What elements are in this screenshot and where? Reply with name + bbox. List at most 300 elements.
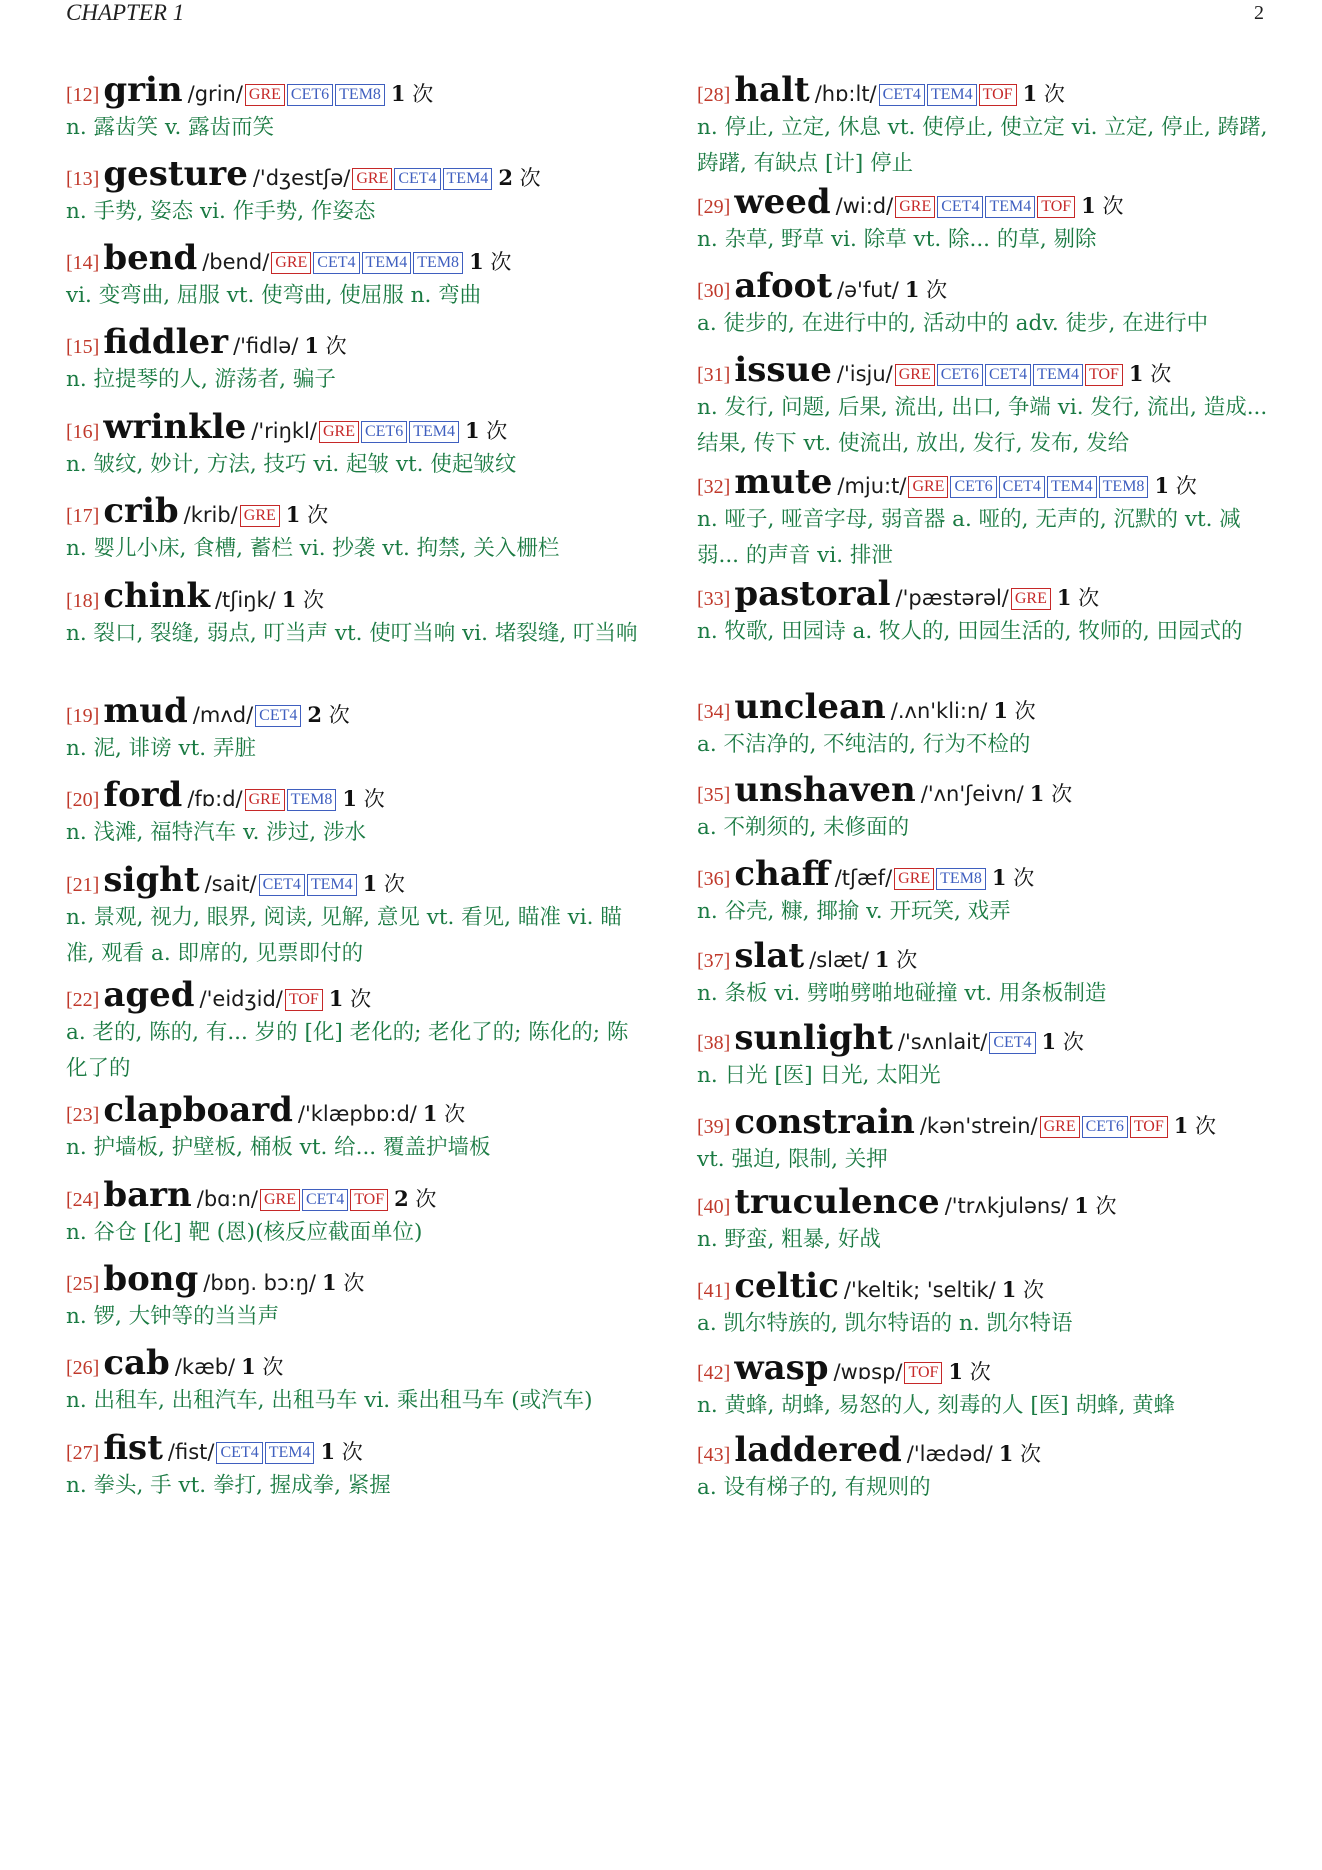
frequency-number: 1: [304, 333, 319, 358]
exam-tag-cet4: CET4: [985, 364, 1031, 386]
frequency-number: 2: [498, 165, 513, 190]
vocab-entry: [66, 691, 646, 767]
entry-head: [66, 322, 646, 362]
exam-tag-tof: TOF: [350, 1189, 388, 1211]
entry-index: [23]: [66, 1104, 100, 1126]
entry-head: [697, 1182, 1277, 1222]
vocab-entry: [697, 936, 1277, 1012]
entry-index: [21]: [66, 874, 100, 896]
vocab-entry: [66, 70, 646, 146]
definition: n. 发行, 问题, 后果, 流出, 出口, 争端 vi. 发行, 流出, 造成... 结果, 传下 vt. 使流出, 放出, 发行, 发布, 发给: [697, 395, 1268, 456]
vocab-entry: [66, 1428, 646, 1504]
headword: fist: [103, 1428, 163, 1468]
exam-tag-gre: GRE: [895, 196, 935, 218]
vocab-entry: [66, 1343, 646, 1419]
exam-tag-gre: GRE: [895, 364, 935, 386]
exam-tags: [892, 870, 986, 889]
frequency-number: 1: [390, 81, 406, 106]
exam-tag-tof: TOF: [1085, 364, 1123, 386]
frequency-number: 1: [320, 1439, 336, 1464]
exam-tags: [257, 876, 357, 895]
frequency-number: 1: [1022, 81, 1038, 106]
entry-head: [697, 854, 1277, 894]
frequency-count: [342, 787, 384, 811]
frequency-count: [322, 1271, 364, 1295]
phonetic: /mʌd/: [192, 703, 254, 727]
frequency-count: [992, 866, 1034, 890]
frequency-number: 1: [874, 947, 890, 972]
vocab-entry: [66, 775, 646, 851]
exam-tag-tem8: TEM8: [936, 868, 986, 890]
vocab-entry: [697, 687, 1277, 763]
definition: n. 手势, 姿态 vi. 作手势, 作姿态: [66, 199, 376, 224]
phonetic: /'eidʒid/: [199, 987, 283, 1011]
exam-tag-tem8: TEM8: [287, 789, 337, 811]
exam-tag-tem4: TEM4: [985, 196, 1035, 218]
frequency-unit: 次: [1095, 194, 1124, 218]
headword: gesture: [103, 154, 248, 194]
exam-tags: [243, 86, 385, 105]
exam-tag-gre: GRE: [908, 476, 948, 498]
frequency-count: [1154, 474, 1196, 498]
frequency-count: [394, 1187, 436, 1211]
exam-tags: [283, 991, 323, 1010]
headword: grin: [103, 70, 183, 110]
exam-tags: [243, 791, 337, 810]
exam-tag-cet4: CET4: [302, 1189, 348, 1211]
entry-head: [66, 1259, 646, 1299]
definition: n. 泥, 诽谤 vt. 弄脏: [66, 736, 256, 761]
exam-tag-tof: TOF: [1037, 196, 1075, 218]
vocab-entry: [66, 407, 646, 483]
definition: n. 黄蜂, 胡蜂, 易怒的人, 刻毒的人 [医] 胡蜂, 黄蜂: [697, 1393, 1176, 1418]
vocab-entry: [697, 1018, 1277, 1094]
definition: n. 条板 vi. 劈啪劈啪地碰撞 vt. 用条板制造: [697, 981, 1107, 1006]
exam-tag-tof: TOF: [285, 989, 323, 1011]
phonetic: /'fidlə/: [233, 334, 299, 358]
definition: n. 锣, 大钟等的当当声: [66, 1304, 280, 1329]
frequency-number: 1: [342, 786, 358, 811]
frequency-unit: 次: [1044, 782, 1073, 806]
frequency-unit: 次: [1169, 474, 1197, 498]
headword: cab: [103, 1343, 170, 1383]
exam-tag-gre: GRE: [271, 252, 311, 274]
phonetic: /sait/: [204, 872, 257, 896]
exam-tag-tem4: TEM4: [443, 168, 493, 190]
exam-tag-cet6: CET6: [361, 421, 407, 443]
entry-head: [66, 576, 646, 616]
entry-index: [22]: [66, 989, 100, 1011]
frequency-count: [469, 250, 511, 274]
exam-tag-cet6: CET6: [287, 84, 333, 106]
vocab-entry: [697, 770, 1277, 846]
exam-tag-tof: TOF: [979, 84, 1017, 106]
exam-tag-tem4: TEM4: [362, 252, 412, 274]
entry-head: [697, 1102, 1277, 1142]
headword: bend: [103, 238, 198, 278]
vocab-entry: [66, 1090, 646, 1166]
entry-head: [697, 936, 1277, 976]
headword: unclean: [734, 687, 886, 727]
frequency-unit: 次: [300, 503, 329, 527]
vocab-entry: [66, 1259, 646, 1335]
exam-tags: [214, 1444, 314, 1463]
entry-head: [66, 1175, 646, 1215]
phonetic: /ə'fut/: [837, 278, 899, 302]
frequency-count: [1023, 82, 1065, 106]
frequency-count: [1002, 1278, 1044, 1302]
entry-index: [32]: [697, 476, 731, 498]
definition: a. 老的, 陈的, 有... 岁的 [化] 老化的; 老化了的; 陈化的; 陈化了的: [66, 1020, 629, 1081]
definition: n. 裂口, 裂缝, 弱点, 叮当声 vt. 使叮当响 vi. 堵裂缝, 叮当响: [66, 621, 638, 646]
entry-head: [697, 1348, 1277, 1388]
exam-tags: [1009, 590, 1051, 609]
entry-head: [697, 350, 1277, 390]
vocab-entry: [66, 322, 646, 398]
vocab-entry: [66, 576, 646, 652]
exam-tags: [258, 1191, 388, 1210]
exam-tag-cet4: CET4: [937, 196, 983, 218]
headword: barn: [103, 1175, 192, 1215]
definition: n. 露齿笑 v. 露齿而笑: [66, 115, 275, 140]
frequency-number: 1: [422, 1101, 438, 1126]
frequency-unit: 次: [1006, 866, 1035, 890]
frequency-unit: 次: [483, 250, 512, 274]
headword: celtic: [734, 1266, 839, 1306]
definition: a. 徒步的, 在进行中的, 活动中的 adv. 徒步, 在进行中: [697, 311, 1209, 336]
entry-head: [697, 687, 1277, 727]
frequency-unit: 次: [437, 1102, 466, 1126]
exam-tags: [253, 707, 301, 726]
entry-head: [66, 491, 646, 531]
page-number: 2: [1254, 2, 1264, 24]
entry-head: [66, 154, 646, 194]
frequency-number: 1: [464, 418, 480, 443]
phonetic: /tʃiŋk/: [214, 588, 276, 612]
phonetic: /grin/: [187, 82, 243, 106]
frequency-unit: 次: [322, 703, 350, 727]
definition: a. 凯尔特族的, 凯尔特语的 n. 凯尔特语: [697, 1311, 1073, 1336]
entry-head: [66, 860, 646, 900]
entry-head: [66, 775, 646, 815]
entry-head: [66, 1090, 646, 1130]
frequency-unit: 次: [357, 787, 385, 811]
frequency-unit: 次: [405, 82, 434, 106]
exam-tag-gre: GRE: [352, 168, 392, 190]
frequency-unit: 次: [377, 872, 405, 896]
definition: n. 停止, 立定, 休息 vt. 使停止, 使立定 vi. 立定, 停止, 踌躇, 踌躇, 有缺点 [计] 停止: [697, 115, 1268, 176]
entry-index: [39]: [697, 1116, 731, 1138]
exam-tag-gre: GRE: [240, 505, 280, 527]
exam-tags: [987, 1034, 1035, 1053]
headword: ford: [103, 775, 183, 815]
frequency-unit: 次: [318, 334, 347, 358]
phonetic: /fist/: [167, 1440, 215, 1464]
exam-tag-tem8: TEM8: [1099, 476, 1149, 498]
frequency-unit: 次: [1088, 1194, 1117, 1218]
entry-head: [697, 182, 1277, 222]
frequency-number: 1: [285, 502, 301, 527]
entry-index: [29]: [697, 196, 731, 218]
frequency-count: [1030, 782, 1072, 806]
frequency-unit: 次: [919, 278, 948, 302]
vocab-entry: [697, 462, 1277, 574]
frequency-unit: 次: [512, 166, 541, 190]
phonetic: /'klæpbɒ:d/: [297, 1102, 417, 1126]
phonetic: /kən'strein/: [919, 1114, 1038, 1138]
entry-head: [66, 238, 646, 278]
frequency-unit: 次: [296, 588, 325, 612]
frequency-count: [391, 82, 433, 106]
frequency-unit: 次: [408, 1187, 437, 1211]
headword: clapboard: [103, 1090, 293, 1130]
entry-index: [37]: [697, 950, 731, 972]
definition: n. 牧歌, 田园诗 a. 牧人的, 田园生活的, 牧师的, 田园式的: [697, 619, 1243, 644]
frequency-count: [1174, 1114, 1216, 1138]
entry-head: [697, 1018, 1277, 1058]
headword: bong: [103, 1259, 199, 1299]
headword: halt: [734, 70, 810, 110]
exam-tag-tof: TOF: [904, 1362, 942, 1384]
entry-index: [12]: [66, 84, 100, 106]
headword: wasp: [734, 1348, 829, 1388]
frequency-count: [363, 872, 405, 896]
phonetic: /wɒsp/: [833, 1360, 903, 1384]
frequency-number: 1: [1001, 1277, 1017, 1302]
headword: pastoral: [734, 574, 891, 614]
frequency-unit: 次: [1071, 586, 1100, 610]
entry-index: [43]: [697, 1444, 731, 1466]
entry-head: [697, 574, 1277, 614]
entry-index: [20]: [66, 789, 100, 811]
entry-head: [697, 1266, 1277, 1306]
phonetic: /krib/: [183, 503, 238, 527]
definition: n. 哑子, 哑音字母, 弱音器 a. 哑的, 无声的, 沉默的 vt. 减弱... 的声音 vi. 排泄: [697, 507, 1241, 568]
entry-head: [66, 691, 646, 731]
phonetic: /'riŋkl/: [251, 419, 317, 443]
frequency-number: 2: [307, 702, 323, 727]
frequency-unit: 次: [335, 1440, 363, 1464]
frequency-count: [1081, 194, 1123, 218]
vocab-entry: [697, 1348, 1277, 1424]
exam-tag-tem4: TEM4: [409, 421, 459, 443]
vocab-entry: [697, 266, 1277, 342]
frequency-count: [1042, 1030, 1084, 1054]
definition: n. 拳头, 手 vt. 拳打, 握成拳, 紧握: [66, 1473, 391, 1498]
frequency-count: [282, 588, 324, 612]
entry-head: [66, 407, 646, 447]
exam-tag-cet4: CET4: [313, 252, 359, 274]
entry-index: [40]: [697, 1196, 731, 1218]
frequency-count: [993, 699, 1035, 723]
vocab-entry: [66, 154, 646, 230]
frequency-number: 1: [1056, 585, 1072, 610]
exam-tag-cet4: CET4: [394, 168, 440, 190]
frequency-number: 1: [1154, 473, 1170, 498]
entry-index: [28]: [697, 84, 731, 106]
exam-tags: [269, 254, 463, 273]
chapter-title: CHAPTER 1: [66, 0, 185, 25]
definition: n. 野蛮, 粗暴, 好战: [697, 1227, 881, 1252]
exam-tags: [893, 198, 1075, 217]
vocab-entry: [697, 854, 1277, 930]
frequency-number: 1: [469, 249, 484, 274]
exam-tags: [893, 366, 1123, 385]
headword: mud: [103, 691, 188, 731]
entry-index: [41]: [697, 1280, 731, 1302]
exam-tag-tem8: TEM8: [413, 252, 463, 274]
exam-tag-gre: GRE: [245, 84, 285, 106]
definition: n. 浅滩, 福特汽车 v. 涉过, 涉水: [66, 820, 366, 845]
frequency-number: 1: [328, 986, 344, 1011]
definition: a. 设有梯子的, 有规则的: [697, 1475, 931, 1500]
definition: a. 不洁净的, 不纯洁的, 行为不检的: [697, 732, 1031, 757]
frequency-number: 1: [993, 698, 1008, 723]
frequency-count: [905, 278, 947, 302]
frequency-unit: 次: [963, 1360, 991, 1384]
exam-tag-cet4: CET4: [989, 1032, 1035, 1054]
exam-tag-gre: GRE: [245, 789, 285, 811]
exam-tag-tem4: TEM4: [1033, 364, 1083, 386]
entry-index: [27]: [66, 1442, 100, 1464]
headword: sight: [103, 860, 200, 900]
frequency-count: [1057, 586, 1099, 610]
frequency-number: 1: [362, 871, 378, 896]
exam-tag-cet6: CET6: [950, 476, 996, 498]
frequency-unit: 次: [1007, 699, 1036, 723]
frequency-unit: 次: [479, 419, 508, 443]
definition: n. 婴儿小床, 食槽, 蓄栏 vi. 抄袭 vt. 拘禁, 关入栅栏: [66, 536, 560, 561]
frequency-count: [423, 1102, 465, 1126]
frequency-number: 1: [904, 277, 920, 302]
exam-tags: [902, 1364, 942, 1383]
definition: n. 谷仓 [化] 靶 (恩)(核反应截面单位): [66, 1220, 423, 1245]
exam-tag-cet4: CET4: [259, 874, 305, 896]
frequency-unit: 次: [343, 987, 372, 1011]
frequency-count: [241, 1355, 283, 1379]
frequency-unit: 次: [1056, 1030, 1084, 1054]
vocab-entry: [697, 1430, 1277, 1506]
exam-tag-cet4: CET4: [879, 84, 925, 106]
exam-tag-tof: TOF: [1130, 1116, 1168, 1138]
exam-tag-gre: GRE: [1011, 588, 1051, 610]
headword: chink: [103, 576, 210, 616]
exam-tags: [877, 86, 1017, 105]
phonetic: /kæb/: [174, 1355, 236, 1379]
definition: n. 杂草, 野草 vi. 除草 vt. 除... 的草, 剔除: [697, 227, 1097, 252]
frequency-unit: 次: [1143, 362, 1172, 386]
phonetic: /bɒŋ. bɔ:ŋ/: [203, 1271, 317, 1295]
frequency-unit: 次: [889, 948, 918, 972]
definition: n. 景观, 视力, 眼界, 阅读, 见解, 意见 vt. 看见, 瞄准 vi. 瞄准, 观看 a. 即席的, 见票即付的: [66, 905, 622, 966]
frequency-count: [1074, 1194, 1116, 1218]
phonetic: /'trʌkjuləns/: [944, 1194, 1069, 1218]
phonetic: /bɑ:n/: [196, 1187, 258, 1211]
entry-index: [13]: [66, 168, 100, 190]
headword: constrain: [734, 1102, 915, 1142]
phonetic: /tʃæf/: [834, 866, 893, 890]
entry-index: [14]: [66, 252, 100, 274]
entry-index: [25]: [66, 1273, 100, 1295]
phonetic: /'lædəd/: [906, 1442, 993, 1466]
entry-head: [697, 70, 1277, 110]
frequency-count: [304, 334, 346, 358]
headword: issue: [734, 350, 832, 390]
frequency-number: 1: [281, 587, 297, 612]
exam-tag-cet4: CET4: [255, 705, 301, 727]
vocab-entry: [697, 574, 1277, 650]
headword: mute: [734, 462, 833, 502]
vocab-entry: [697, 1266, 1277, 1342]
entry-index: [17]: [66, 505, 100, 527]
entry-index: [31]: [697, 364, 731, 386]
frequency-count: [329, 987, 371, 1011]
phonetic: /'ʌn'ʃeivn/: [920, 782, 1024, 806]
page-header: [0, 0, 1322, 40]
vocab-entry: [697, 1182, 1277, 1258]
definition: n. 皱纹, 妙计, 方法, 技巧 vi. 起皱 vt. 使起皱纹: [66, 452, 517, 477]
frequency-number: 2: [394, 1186, 409, 1211]
definition: vi. 变弯曲, 屈服 vt. 使弯曲, 使屈服 n. 弯曲: [66, 283, 482, 308]
entry-index: [24]: [66, 1189, 100, 1211]
frequency-number: 1: [1041, 1029, 1057, 1054]
phonetic: /.ʌn'kli:n/: [890, 699, 988, 723]
exam-tag-gre: GRE: [260, 1189, 300, 1211]
frequency-unit: 次: [255, 1355, 284, 1379]
exam-tags: [906, 478, 1148, 497]
headword: crib: [103, 491, 179, 531]
frequency-count: [465, 419, 507, 443]
headword: weed: [734, 182, 831, 222]
exam-tags: [350, 170, 492, 189]
headword: slat: [734, 936, 805, 976]
headword: fiddler: [103, 322, 229, 362]
headword: chaff: [734, 854, 830, 894]
phonetic: /'sʌnlait/: [897, 1030, 988, 1054]
vocab-entry: [66, 860, 646, 972]
frequency-number: 1: [322, 1270, 337, 1295]
vocab-entry: [697, 70, 1277, 182]
exam-tags: [238, 507, 280, 526]
frequency-number: 1: [1074, 1193, 1089, 1218]
exam-tag-cet6: CET6: [1082, 1116, 1128, 1138]
definition: n. 谷壳, 糠, 揶揄 v. 开玩笑, 戏弄: [697, 899, 1011, 924]
entry-head: [697, 266, 1277, 306]
phonetic: /fɒ:d/: [187, 787, 243, 811]
entry-index: [35]: [697, 784, 731, 806]
entry-index: [34]: [697, 701, 731, 723]
frequency-number: 1: [1173, 1113, 1189, 1138]
phonetic: /slæt/: [809, 948, 869, 972]
frequency-number: 1: [1081, 193, 1096, 218]
entry-head: [697, 462, 1277, 502]
definition: n. 日光 [医] 日光, 太阳光: [697, 1063, 941, 1088]
frequency-unit: 次: [1037, 82, 1065, 106]
frequency-count: [498, 166, 540, 190]
phonetic: /bend/: [202, 250, 270, 274]
vocab-entry: [697, 350, 1277, 462]
headword: afoot: [734, 266, 833, 306]
definition: n. 护墙板, 护壁板, 桶板 vt. 给... 覆盖护墙板: [66, 1135, 491, 1160]
entry-index: [38]: [697, 1032, 731, 1054]
exam-tag-cet4: CET4: [216, 1442, 262, 1464]
definition: vt. 强迫, 限制, 关押: [697, 1147, 888, 1172]
headword: truculence: [734, 1182, 940, 1222]
headword: laddered: [734, 1430, 902, 1470]
exam-tag-tem4: TEM4: [265, 1442, 315, 1464]
exam-tag-tem4: TEM4: [927, 84, 977, 106]
exam-tag-cet4: CET4: [999, 476, 1045, 498]
